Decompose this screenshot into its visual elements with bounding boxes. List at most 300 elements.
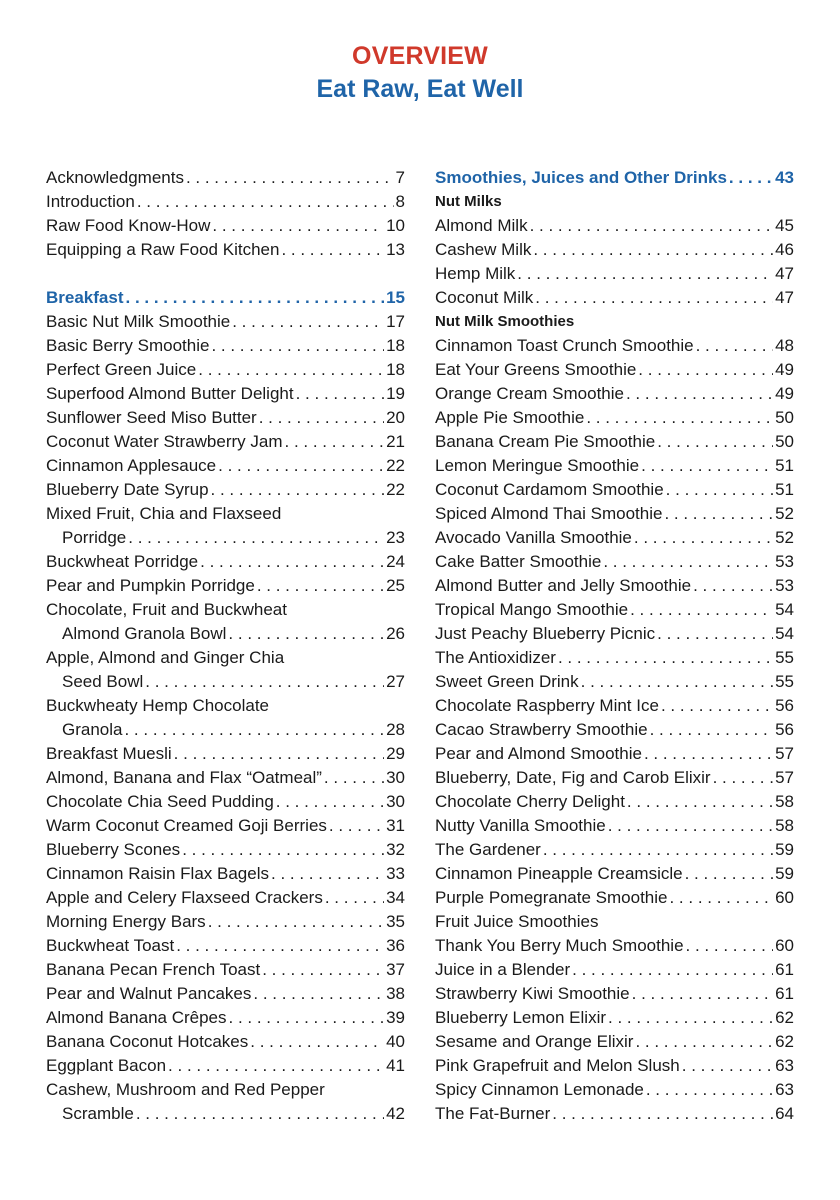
toc-page-number: 30 xyxy=(386,792,405,811)
toc-entry xyxy=(435,646,794,670)
dot-leader xyxy=(682,1054,773,1078)
toc-page-number: 37 xyxy=(386,960,405,979)
dot-leader xyxy=(168,1054,384,1078)
toc-page-number: 41 xyxy=(386,1056,405,1075)
toc-entry xyxy=(435,886,794,910)
toc-entry-title: Cinnamon Pineapple Creamsicle xyxy=(435,864,683,883)
dot-leader xyxy=(212,214,384,238)
dot-leader xyxy=(572,958,773,982)
toc-entry-title: Apple and Celery Flaxseed Crackers xyxy=(46,888,323,907)
toc-entry xyxy=(435,1102,794,1126)
toc-entry-title: Blueberry, Date, Fig and Carob Elixir xyxy=(435,768,711,787)
dot-leader xyxy=(693,574,773,598)
dot-leader xyxy=(296,382,384,406)
toc-entry-title: Chocolate Chia Seed Pudding xyxy=(46,792,274,811)
toc-subheading xyxy=(435,310,794,334)
toc-entry xyxy=(46,1102,405,1126)
toc-entry-title: Acknowledgments xyxy=(46,168,184,187)
toc-entry xyxy=(46,982,405,1006)
toc-page-number: 58 xyxy=(775,816,794,835)
toc-entry xyxy=(46,694,405,718)
toc-page-number: 64 xyxy=(775,1104,794,1123)
toc-page-number: 28 xyxy=(386,720,405,739)
toc-section xyxy=(46,286,405,310)
toc-entry-title: The Antioxidizer xyxy=(435,648,556,667)
dot-leader xyxy=(685,862,774,886)
dot-leader xyxy=(646,1078,773,1102)
toc-entry xyxy=(46,622,405,646)
toc-entry xyxy=(435,742,794,766)
toc-page-number: 32 xyxy=(386,840,405,859)
toc-page-number: 31 xyxy=(386,816,405,835)
dot-leader xyxy=(182,838,384,862)
toc-entry-title: Tropical Mango Smoothie xyxy=(435,600,629,619)
toc-entry xyxy=(435,358,794,382)
toc-page-number: 49 xyxy=(775,384,794,403)
toc-page-number: 34 xyxy=(386,888,405,907)
dot-leader xyxy=(228,622,384,646)
toc-page-number: 19 xyxy=(386,384,405,403)
toc-entry xyxy=(46,598,405,622)
toc-entry-title: Buckwheaty Hemp Chocolate xyxy=(46,696,270,715)
dot-leader xyxy=(137,190,394,214)
toc-page-number: 50 xyxy=(775,432,794,451)
toc-entry-title: Chocolate, Fruit and Buckwheat xyxy=(46,600,287,619)
toc-page-number: 46 xyxy=(775,240,794,259)
toc-page-number: 61 xyxy=(775,960,794,979)
dot-leader xyxy=(664,502,773,526)
dot-leader xyxy=(218,454,384,478)
toc-entry xyxy=(435,598,794,622)
toc-entry xyxy=(46,358,405,382)
dot-leader xyxy=(208,910,384,934)
toc-entry-title: Raw Food Know-How xyxy=(46,216,211,235)
toc-entry xyxy=(435,406,794,430)
toc-entry-title: Purple Pomegranate Smoothie xyxy=(435,888,668,907)
toc-entry-title: Thank You Berry Much Smoothie xyxy=(435,936,684,955)
toc-entry-title: Apple, Almond and Ginger Chia xyxy=(46,648,285,667)
toc-entry-title: Cacao Strawberry Smoothie xyxy=(435,720,648,739)
toc-page-number: 54 xyxy=(775,624,794,643)
dot-leader xyxy=(324,766,384,790)
toc-entry-title: Blueberry Lemon Elixir xyxy=(435,1008,607,1027)
toc-entry xyxy=(46,670,405,694)
toc-page-number: 51 xyxy=(775,480,794,499)
toc-entry xyxy=(46,430,405,454)
toc-entry-title: Almond, Banana and Flax “Oatmeal” xyxy=(46,768,322,787)
toc-page-number: 60 xyxy=(775,936,794,955)
toc-entry-title: Cinnamon Toast Crunch Smoothie xyxy=(435,336,694,355)
dot-leader xyxy=(281,238,384,262)
dot-leader xyxy=(638,358,773,382)
toc-entry-title: Cake Batter Smoothie xyxy=(435,552,602,571)
toc-page-number: 35 xyxy=(386,912,405,931)
toc-entry xyxy=(46,526,405,550)
toc-entry xyxy=(46,166,405,190)
toc-entry-title: Basic Nut Milk Smoothie xyxy=(46,312,231,331)
page-header xyxy=(0,40,840,106)
toc-entry-title: Eggplant Bacon xyxy=(46,1056,167,1075)
toc-entry xyxy=(46,238,405,262)
toc-page-number: 59 xyxy=(775,864,794,883)
toc-page-number: 36 xyxy=(386,936,405,955)
toc-entry-title: Pear and Almond Smoothie xyxy=(435,744,642,763)
page-title: OVERVIEW xyxy=(352,42,488,70)
toc-page-number: 21 xyxy=(386,432,405,451)
dot-leader xyxy=(729,166,773,190)
toc-page-number: 43 xyxy=(775,168,794,187)
toc-entry-title: Coconut Cardamom Smoothie xyxy=(435,480,664,499)
toc-entry xyxy=(435,862,794,886)
toc-entry xyxy=(435,694,794,718)
toc-entry-title: Lemon Meringue Smoothie xyxy=(435,456,640,475)
toc-entry-title: Coconut Milk xyxy=(435,288,534,307)
toc-entry xyxy=(435,622,794,646)
toc-entry-title: Sunflower Seed Miso Butter xyxy=(46,408,257,427)
dot-leader xyxy=(271,862,384,886)
toc-entry-title: Banana Coconut Hotcakes xyxy=(46,1032,249,1051)
toc-entry xyxy=(435,1006,794,1030)
dot-leader xyxy=(657,430,773,454)
toc-entry xyxy=(435,838,794,862)
toc-page-number: 55 xyxy=(775,672,794,691)
toc-entry-title: Scramble xyxy=(62,1104,134,1123)
toc-page-number: 30 xyxy=(386,768,405,787)
toc-entry-title: Spicy Cinnamon Lemonade xyxy=(435,1080,644,1099)
toc-entry-title: Breakfast Muesli xyxy=(46,744,172,763)
dot-leader xyxy=(603,550,773,574)
toc-entry-title: Almond Milk xyxy=(435,216,528,235)
toc-entry xyxy=(46,766,405,790)
toc-entry xyxy=(435,382,794,406)
toc-entry xyxy=(435,262,794,286)
dot-leader xyxy=(128,526,384,550)
toc-page-number: 38 xyxy=(386,984,405,1003)
toc-entry-title: Nut Milks xyxy=(435,193,502,210)
toc-page-number: 33 xyxy=(386,864,405,883)
toc-page-number: 22 xyxy=(386,456,405,475)
toc-page-number: 17 xyxy=(386,312,405,331)
dot-leader xyxy=(644,742,773,766)
dot-leader xyxy=(634,526,773,550)
toc-entry xyxy=(435,286,794,310)
dot-leader xyxy=(174,742,384,766)
toc-entry-title: Seed Bowl xyxy=(62,672,144,691)
toc-entry-title: Juice in a Blender xyxy=(435,960,571,979)
toc-entry xyxy=(46,382,405,406)
toc-page-number: 26 xyxy=(386,624,405,643)
toc-entry xyxy=(435,430,794,454)
dot-leader xyxy=(632,982,773,1006)
toc-entry-title: Just Peachy Blueberry Picnic xyxy=(435,624,656,643)
toc-entry xyxy=(46,814,405,838)
toc-entry xyxy=(46,958,405,982)
toc-column-left xyxy=(46,166,405,1126)
dot-leader xyxy=(666,478,773,502)
toc-entry-title: Chocolate Raspberry Mint Ice xyxy=(435,696,659,715)
dot-leader xyxy=(325,886,384,910)
toc-page-number: 53 xyxy=(775,576,794,595)
toc-entry-title: Eat Your Greens Smoothie xyxy=(435,360,637,379)
dot-leader xyxy=(186,166,394,190)
toc-entry-title: Breakfast xyxy=(46,288,124,307)
toc-entry xyxy=(46,910,405,934)
dot-leader xyxy=(211,478,385,502)
toc-entry xyxy=(435,550,794,574)
toc-entry-title: Basic Berry Smoothie xyxy=(46,336,210,355)
toc-entry-title: Buckwheat Porridge xyxy=(46,552,199,571)
dot-leader xyxy=(630,598,773,622)
toc-entry-title: Chocolate Cherry Delight xyxy=(435,792,625,811)
toc-entry-title: Almond Banana Crêpes xyxy=(46,1008,227,1027)
toc-entry xyxy=(46,1054,405,1078)
toc-page-number: 58 xyxy=(775,792,794,811)
toc-page-number: 22 xyxy=(386,480,405,499)
toc-entry-title: Strawberry Kiwi Smoothie xyxy=(435,984,630,1003)
dot-leader xyxy=(661,694,773,718)
toc-entry xyxy=(46,478,405,502)
toc-page-number: 57 xyxy=(775,768,794,787)
dot-leader xyxy=(124,718,384,742)
toc-entry xyxy=(46,334,405,358)
toc-entry-title: Equipping a Raw Food Kitchen xyxy=(46,240,280,259)
toc-entry-title: Banana Cream Pie Smoothie xyxy=(435,432,656,451)
dot-leader xyxy=(581,670,773,694)
toc-page-number: 7 xyxy=(395,168,405,187)
toc-entry xyxy=(46,550,405,574)
dot-leader xyxy=(558,646,773,670)
toc-page-number: 60 xyxy=(775,888,794,907)
toc-entry xyxy=(46,1078,405,1102)
toc-entry xyxy=(435,958,794,982)
dot-leader xyxy=(276,790,384,814)
toc-entry xyxy=(435,1078,794,1102)
toc-entry xyxy=(435,814,794,838)
toc-entry xyxy=(435,1030,794,1054)
toc-entry-title: Sesame and Orange Elixir xyxy=(435,1032,634,1051)
dot-leader xyxy=(669,886,773,910)
toc-entry xyxy=(435,790,794,814)
toc-page-number: 23 xyxy=(386,528,405,547)
toc-entry xyxy=(435,238,794,262)
toc-page-number: 40 xyxy=(386,1032,405,1051)
toc-page-number: 54 xyxy=(775,600,794,619)
toc-entry-title: Nutty Vanilla Smoothie xyxy=(435,816,606,835)
dot-leader xyxy=(253,982,384,1006)
dot-leader xyxy=(250,1030,384,1054)
toc-entry-title: Spiced Almond Thai Smoothie xyxy=(435,504,663,523)
toc-page-number: 52 xyxy=(775,504,794,523)
dot-leader xyxy=(608,814,773,838)
toc-page-number: 53 xyxy=(775,552,794,571)
toc-entry xyxy=(435,334,794,358)
toc-entry-title: Hemp Milk xyxy=(435,264,516,283)
toc-page-number: 56 xyxy=(775,720,794,739)
dot-leader xyxy=(517,262,773,286)
toc-entry-title: Warm Coconut Creamed Goji Berries xyxy=(46,816,327,835)
toc-entry xyxy=(46,886,405,910)
toc-entry xyxy=(435,574,794,598)
toc-entry xyxy=(435,934,794,958)
dot-leader xyxy=(285,430,385,454)
toc-page-number: 8 xyxy=(395,192,405,211)
dot-leader xyxy=(635,1030,773,1054)
toc-page-number: 55 xyxy=(775,648,794,667)
dot-leader xyxy=(232,310,384,334)
toc-page-number: 47 xyxy=(775,264,794,283)
toc-page-number: 42 xyxy=(386,1104,405,1123)
toc-entry-title: Coconut Water Strawberry Jam xyxy=(46,432,283,451)
dot-leader xyxy=(627,790,773,814)
dot-leader xyxy=(626,382,773,406)
toc-subheading xyxy=(435,190,794,214)
toc-entry xyxy=(435,526,794,550)
toc-entry-title: Pear and Pumpkin Porridge xyxy=(46,576,255,595)
toc-page-number: 57 xyxy=(775,744,794,763)
toc-entry-title: Orange Cream Smoothie xyxy=(435,384,624,403)
toc-entry-title: Fruit Juice Smoothies xyxy=(435,912,599,931)
toc-entry-title: Cinnamon Applesauce xyxy=(46,456,217,475)
page-subtitle: Eat Raw, Eat Well xyxy=(316,75,524,103)
toc-entry-title: Pink Grapefruit and Melon Slush xyxy=(435,1056,680,1075)
toc-entry xyxy=(46,190,405,214)
dot-leader xyxy=(533,238,773,262)
toc-entry-title: Blueberry Scones xyxy=(46,840,181,859)
toc-entry-title: Mixed Fruit, Chia and Flaxseed xyxy=(46,504,282,523)
toc-entry xyxy=(435,982,794,1006)
dot-leader xyxy=(586,406,773,430)
toc-entry xyxy=(46,502,405,526)
toc-entry xyxy=(435,214,794,238)
toc-column-right xyxy=(435,166,794,1126)
toc-entry-title: Buckwheat Toast xyxy=(46,936,175,955)
toc-page-number: 29 xyxy=(386,744,405,763)
toc-entry-title: Introduction xyxy=(46,192,135,211)
dot-leader xyxy=(145,670,384,694)
toc-page-number: 10 xyxy=(386,216,405,235)
toc-entry-title: Apple Pie Smoothie xyxy=(435,408,585,427)
toc-page-number: 63 xyxy=(775,1080,794,1099)
toc-entry xyxy=(46,742,405,766)
toc-entry xyxy=(435,502,794,526)
toc-entry-title: Blueberry Date Syrup xyxy=(46,480,209,499)
dot-leader xyxy=(696,334,773,358)
toc-page-number: 62 xyxy=(775,1032,794,1051)
toc-entry-title: Granola xyxy=(62,720,123,739)
toc-entry xyxy=(435,718,794,742)
dot-leader xyxy=(608,1006,773,1030)
toc-page-number: 61 xyxy=(775,984,794,1003)
toc-page-number: 45 xyxy=(775,216,794,235)
toc-entry xyxy=(46,934,405,958)
toc-entry xyxy=(46,310,405,334)
toc-entry xyxy=(46,454,405,478)
toc-entry-title: Morning Energy Bars xyxy=(46,912,206,931)
dot-leader xyxy=(259,406,384,430)
toc-spacer xyxy=(46,262,405,286)
dot-leader xyxy=(136,1102,384,1126)
toc-page-number: 39 xyxy=(386,1008,405,1027)
dot-leader xyxy=(229,1006,385,1030)
toc-page-number: 51 xyxy=(775,456,794,475)
toc-entry-title: Smoothies, Juices and Other Drinks xyxy=(435,168,727,187)
toc-entry xyxy=(46,838,405,862)
dot-leader xyxy=(686,934,774,958)
toc-section xyxy=(435,166,794,190)
toc-entry-title: Banana Pecan French Toast xyxy=(46,960,261,979)
toc-page-number: 24 xyxy=(386,552,405,571)
dot-leader xyxy=(262,958,384,982)
toc-entry xyxy=(46,646,405,670)
toc-entry-title: The Fat-Burner xyxy=(435,1104,551,1123)
toc-entry xyxy=(435,1054,794,1078)
toc-entry-title: Nut Milk Smoothies xyxy=(435,313,575,330)
toc-entry-title: Cinnamon Raisin Flax Bagels xyxy=(46,864,269,883)
toc-entry-title: Superfood Almond Butter Delight xyxy=(46,384,294,403)
toc-entry xyxy=(435,454,794,478)
dot-leader xyxy=(552,1102,773,1126)
toc-entry-title: Pear and Walnut Pancakes xyxy=(46,984,252,1003)
toc-page-number: 18 xyxy=(386,360,405,379)
dot-leader xyxy=(329,814,384,838)
toc-entry xyxy=(46,718,405,742)
toc-entry xyxy=(46,1006,405,1030)
toc-entry-title: Porridge xyxy=(62,528,127,547)
dot-leader xyxy=(641,454,773,478)
toc-page-number: 15 xyxy=(386,288,405,307)
toc-page-number: 50 xyxy=(775,408,794,427)
dot-leader xyxy=(200,550,384,574)
toc-entry-title: Cashew Milk xyxy=(435,240,532,259)
toc-page-number: 47 xyxy=(775,288,794,307)
toc-entry xyxy=(46,790,405,814)
toc-entry xyxy=(46,214,405,238)
toc-page-number: 48 xyxy=(775,336,794,355)
toc-entry xyxy=(435,766,794,790)
toc-entry-title: The Gardener xyxy=(435,840,541,859)
dot-leader xyxy=(650,718,773,742)
toc-entry xyxy=(46,406,405,430)
dot-leader xyxy=(543,838,773,862)
toc-page-number: 52 xyxy=(775,528,794,547)
dot-leader xyxy=(198,358,384,382)
toc-entry-title: Sweet Green Drink xyxy=(435,672,579,691)
toc-page-number: 27 xyxy=(386,672,405,691)
toc-entry xyxy=(46,574,405,598)
dot-leader xyxy=(176,934,384,958)
toc-page-number: 49 xyxy=(775,360,794,379)
dot-leader xyxy=(126,286,385,310)
toc-entry-title: Perfect Green Juice xyxy=(46,360,197,379)
toc-page-number: 59 xyxy=(775,840,794,859)
toc-page-number: 62 xyxy=(775,1008,794,1027)
toc-entry-title: Avocado Vanilla Smoothie xyxy=(435,528,632,547)
toc-page-number: 20 xyxy=(386,408,405,427)
toc-page-number: 25 xyxy=(386,576,405,595)
dot-leader xyxy=(713,766,774,790)
dot-leader xyxy=(257,574,384,598)
toc-entry-title: Cashew, Mushroom and Red Pepper xyxy=(46,1080,325,1099)
toc-entry-title: Almond Granola Bowl xyxy=(62,624,227,643)
dot-leader xyxy=(211,334,384,358)
toc-entry xyxy=(435,910,794,934)
toc-entry-title: Almond Butter and Jelly Smoothie xyxy=(435,576,692,595)
toc-entry xyxy=(435,670,794,694)
toc-entry xyxy=(46,1030,405,1054)
toc-page-number: 13 xyxy=(386,240,405,259)
toc-page-number: 63 xyxy=(775,1056,794,1075)
dot-leader xyxy=(657,622,773,646)
